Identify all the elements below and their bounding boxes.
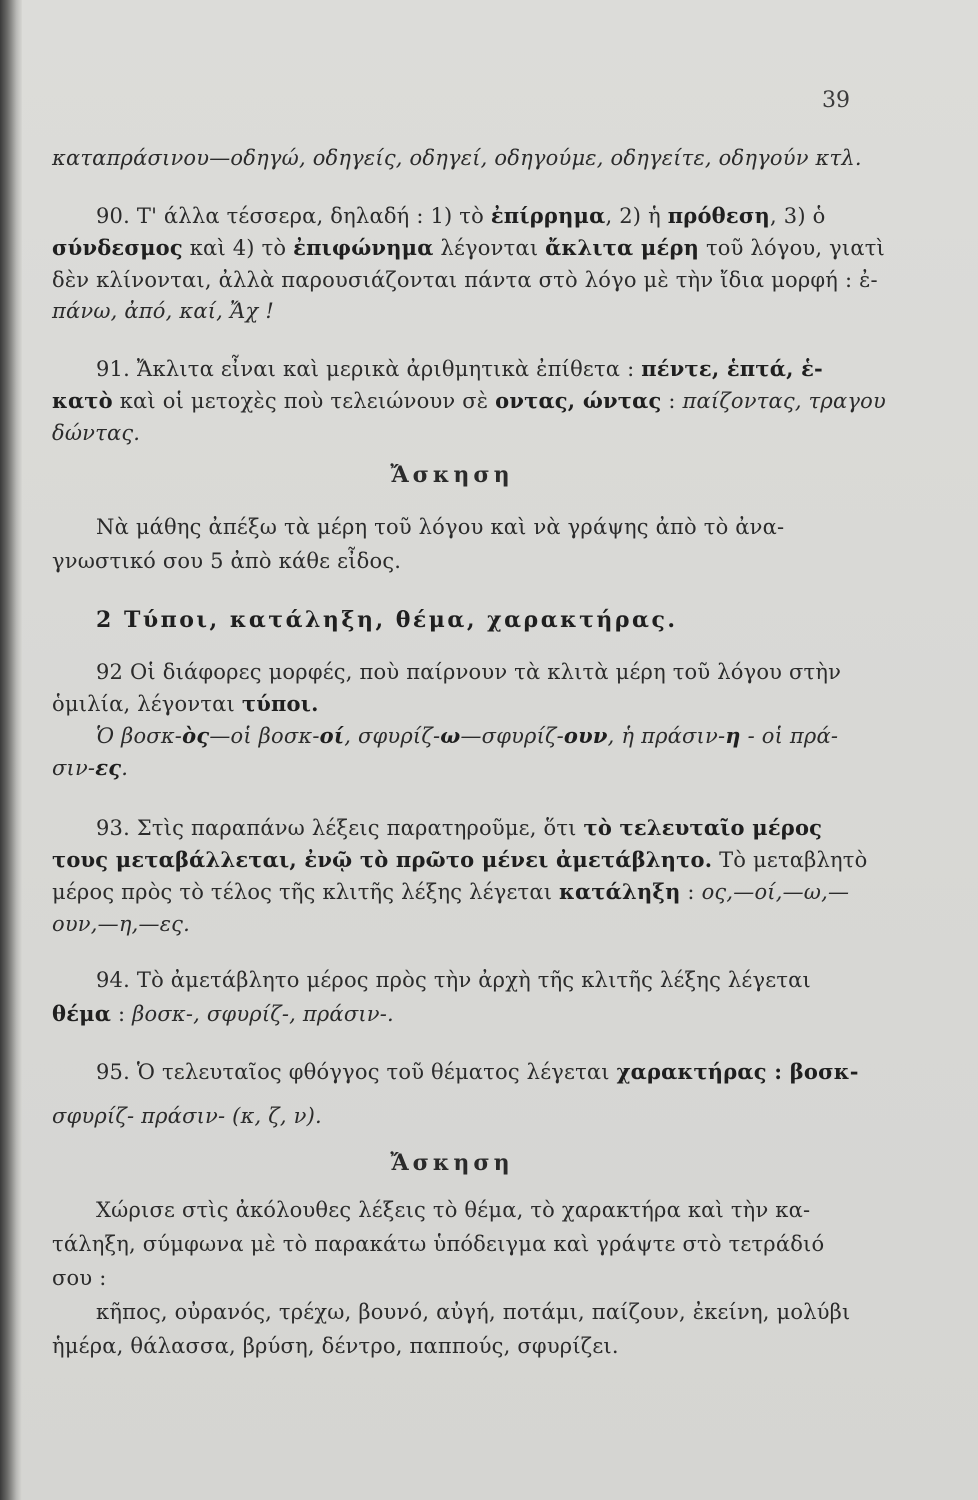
paragraph-92-line-4: σιν-ες.	[52, 755, 129, 780]
paragraph-93-line-2: τους μεταβάλλεται, ἐνῷ τὸ πρῶτο μένει ἀμετάβλητο. Τὸ μεταβλητὸ	[52, 847, 868, 872]
paragraph-90-line-2: σύνδεσμος καὶ 4) τὸ ἐπιφώνημα λέγονται ἄκλιτα μέρη τοῦ λόγου, γιατὶ	[52, 235, 885, 260]
page-number: 39	[822, 88, 850, 113]
text-line: καταπράσινου—οδηγώ, οδηγείς, οδηγεί, οδηγούμε, οδηγείτε, οδηγούν κτλ.	[52, 146, 862, 170]
exercise-2-line-5: ἡμέρα, θάλασσα, βρύση, δέντρο, παππούς, σφυρίζει.	[52, 1334, 619, 1358]
paragraph-95-line-1: 95. Ὁ τελευταῖος φθόγγος τοῦ θέματος λέγεται χαρακτήρας : βοσκ-	[96, 1059, 859, 1084]
paragraph-94-line-2: θέμα : βοσκ-, σφυρίζ-, πράσιν-.	[52, 1001, 394, 1026]
paragraph-92-line-3: Ὁ βοσκ-ὸς—οἱ βοσκ-οί, σφυρίζ-ω—σφυρίζ-ουν, ἡ πράσιν-η - οἱ πρά-	[96, 723, 839, 748]
section-heading-2: 2 Τύποι, κατάληξη, θέμα, χαρακτήρας.	[96, 607, 678, 633]
paragraph-93-line-3: μέρος πρὸς τὸ τέλος τῆς κλιτῆς λέξης λέγεται κατάληξη : ος,—οί,—ω,—	[52, 879, 850, 904]
exercise-1-line-2: γνωστικό σου 5 ἀπὸ κάθε εἶδος.	[52, 549, 402, 573]
paragraph-92-line-1: 92 Οἱ διάφορες μορφές, ποὺ παίρνουν τὰ κλιτὰ μέρη τοῦ λόγου στὴν	[96, 660, 842, 684]
exercise-2-line-3: σου :	[52, 1266, 107, 1290]
paragraph-90-line-1: 90. Τ' άλλα τέσσερα, δηλαδή : 1) τὸ ἐπίρρημα, 2) ἡ πρόθεση, 3) ὁ	[96, 203, 826, 228]
exercise-2-line-1: Χώρισε στὶς ἀκόλουθες λέξεις τὸ θέμα, τὸ χαρακτήρα καὶ τὴν κα-	[96, 1198, 811, 1222]
exercise-heading-1: Ἄσκηση	[390, 462, 514, 488]
exercise-heading-2: Ἄσκηση	[390, 1150, 514, 1176]
exercise-2-line-4: κῆπος, οὐρανός, τρέχω, βουνό, αὐγή, ποτάμι, παίζουν, ἐκείνη, μολύβι	[96, 1300, 851, 1324]
paragraph-94-line-1: 94. Τὸ ἀμετάβλητο μέρος πρὸς τὴν ἀρχὴ τῆς κλιτῆς λέξης λέγεται	[96, 968, 811, 992]
paragraph-92-line-2: ὁμιλία, λέγονται τύποι.	[52, 691, 319, 716]
paragraph-91-line-3: δώντας.	[52, 421, 141, 445]
paragraph-91-line-2: κατὸ καὶ οἱ μετοχὲς ποὺ τελειώνουν σὲ οντας, ώντας : παίζοντας, τραγου	[52, 388, 886, 413]
paragraph-91-line-1: 91. Ἄκλιτα εἶναι καὶ μερικὰ ἀριθμητικὰ ἐπίθετα : πέντε, ἑπτά, ἑ-	[96, 356, 823, 381]
exercise-1-line-1: Νὰ μάθης ἀπέξω τὰ μέρη τοῦ λόγου καὶ νὰ γράψης ἀπὸ τὸ ἀνα-	[96, 515, 785, 539]
paragraph-90-line-4: πάνω, ἀπό, καί, Ἄχ !	[52, 299, 274, 323]
paragraph-95-line-2: σφυρίζ- πράσιν- (κ, ζ, ν).	[52, 1104, 322, 1128]
page-binding-edge	[0, 0, 22, 1500]
paragraph-93-line-1: 93. Στὶς παραπάνω λέξεις παρατηροῦμε, ὅτι τὸ τελευταῖο μέρος	[96, 815, 823, 840]
paragraph-93-line-4: ουν,—η,—ες.	[52, 912, 191, 936]
paragraph-90-line-3: δὲν κλίνονται, ἀλλὰ παρουσιάζονται πάντα στὸ λόγο μὲ τὴν ἴδια μορφή : ἐ-	[52, 268, 878, 292]
exercise-2-line-2: τάληξη, σύμφωνα μὲ τὸ παρακάτω ὑπόδειγμα καὶ γράψτε στὸ τετράδιό	[52, 1232, 825, 1256]
